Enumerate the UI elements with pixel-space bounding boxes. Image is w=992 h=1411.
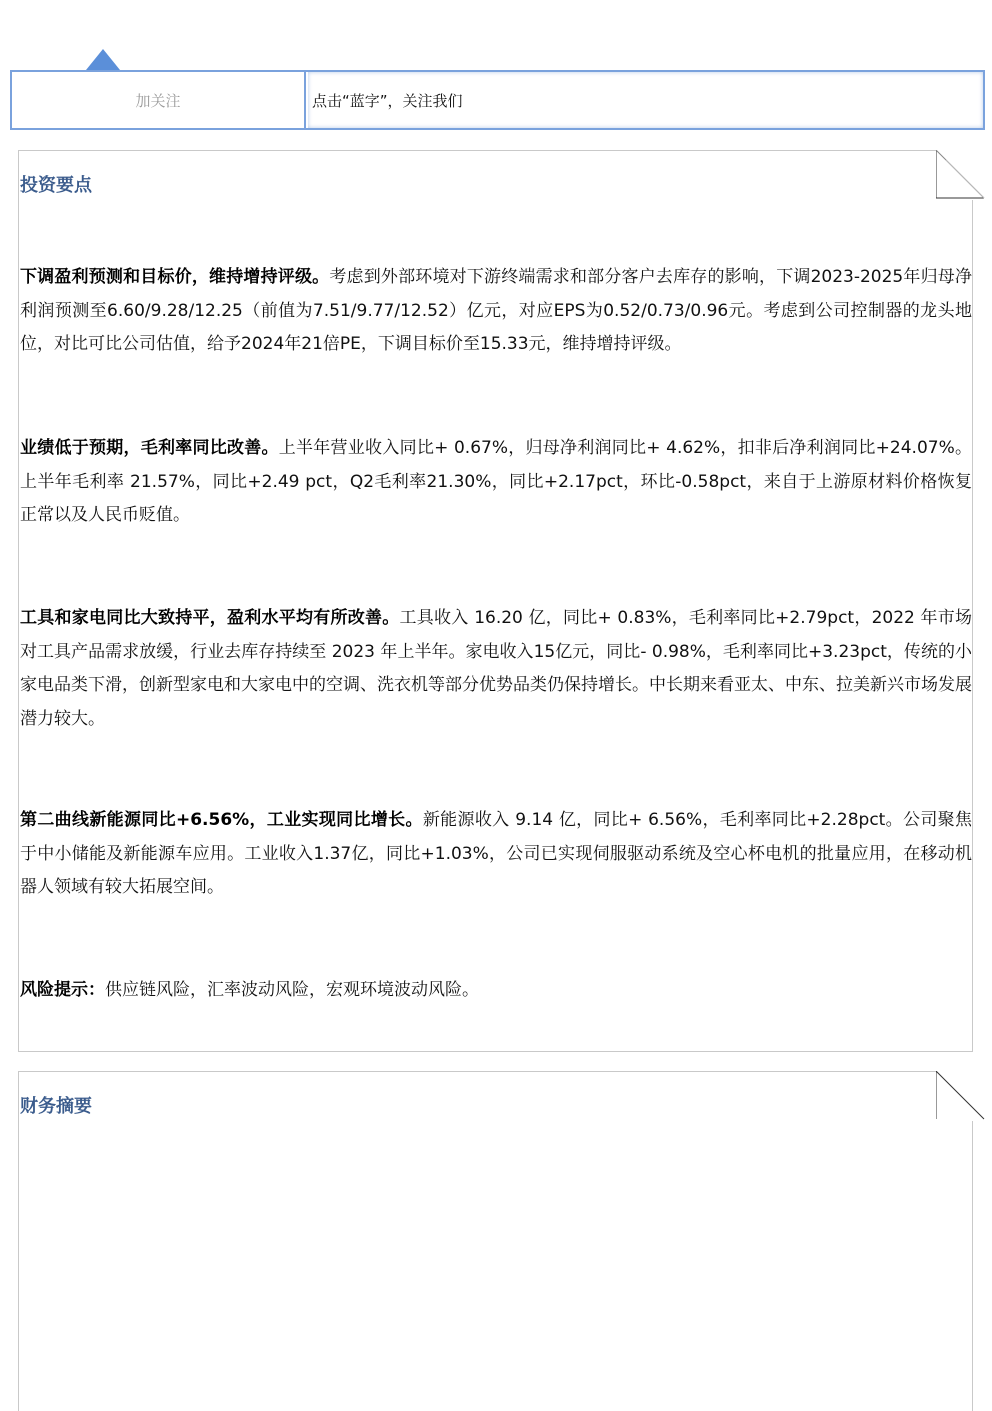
paragraph-lead: 第二曲线新能源同比+6.56%，工业实现同比增长。 (20, 810, 423, 830)
page-fold-icon (936, 1071, 986, 1121)
paragraph-lead: 风险提示： (20, 980, 105, 1000)
paragraph-lead: 业绩低于预期，毛利率同比改善。 (20, 438, 279, 458)
financial-summary-card (18, 1071, 973, 1411)
page-fold-icon (936, 150, 986, 200)
paragraph-performance (20, 432, 972, 533)
paragraph-lead: 下调盈利预测和目标价，维持增持评级。 (20, 267, 330, 287)
follow-pointer-arrow (86, 49, 120, 70)
investment-highlights-card (18, 150, 973, 1052)
paragraph-tools-appliances (20, 602, 972, 736)
paragraph-body: 工具收入 16.20 亿，同比+ 0.83%，毛利率同比+2.79pct，2022 年市场对工具产品需求放缓，行业去库存持续至 2023 年上半年。家电收入15亿元，同比- 0.98%，毛利率同比+3.23pct，传统的小家电品类下滑，创新型家电和大家电中的空调、洗衣机等部分优势品类仍保持增长。中长期来看亚太、中东、拉美新兴市场发展潜力较大。 (20, 608, 972, 729)
follow-prompt: 点击“蓝字”，关注我们 (308, 72, 983, 128)
paragraph-new-energy (20, 804, 972, 905)
paragraph-body: 新能源收入 9.14 亿，同比+ 6.56%，毛利率同比+2.28pct。公司聚焦于中小储能及新能源车应用。工业收入1.37亿，同比+1.03%，公司已实现伺服驱动系统及空心杯电机的批量应用，在移动机器人领域有较大拓展空间。 (20, 810, 972, 897)
follow-button[interactable]: 加关注 (12, 72, 306, 128)
paragraph-body: 供应链风险，汇率波动风险，宏观环境波动风险。 (105, 980, 479, 1000)
paragraph-lead: 工具和家电同比大致持平，盈利水平均有所改善。 (20, 608, 400, 628)
section-title: 投资要点 (20, 175, 92, 196)
paragraph-body: 考虑到外部环境对下游终端需求和部分客户去库存的影响，下调2023-2025年归母净利润预测至6.60/9.28/12.25（前值为7.51/9.77/12.52）亿元，对应EPS为0.52/0.73/0.96元。考虑到公司控制器的龙头地位，对比可比公司估值，给予2024年21倍PE，下调目标价至15.33元，维持增持评级。 (20, 267, 972, 354)
follow-bar (10, 70, 985, 130)
section-title: 财务摘要 (20, 1096, 92, 1117)
paragraph-body: 上半年营业收入同比+ 0.67%，归母净利润同比+ 4.62%，扣非后净利润同比+24.07%。上半年毛利率 21.57%，同比+2.49 pct，Q2毛利率21.30%，同比+2.17pct，环比-0.58pct，来自于上游原材料价格恢复正常以及人民币贬值。 (20, 438, 973, 525)
paragraph-earnings-forecast (20, 261, 972, 362)
paragraph-risk-warning (20, 974, 972, 1008)
